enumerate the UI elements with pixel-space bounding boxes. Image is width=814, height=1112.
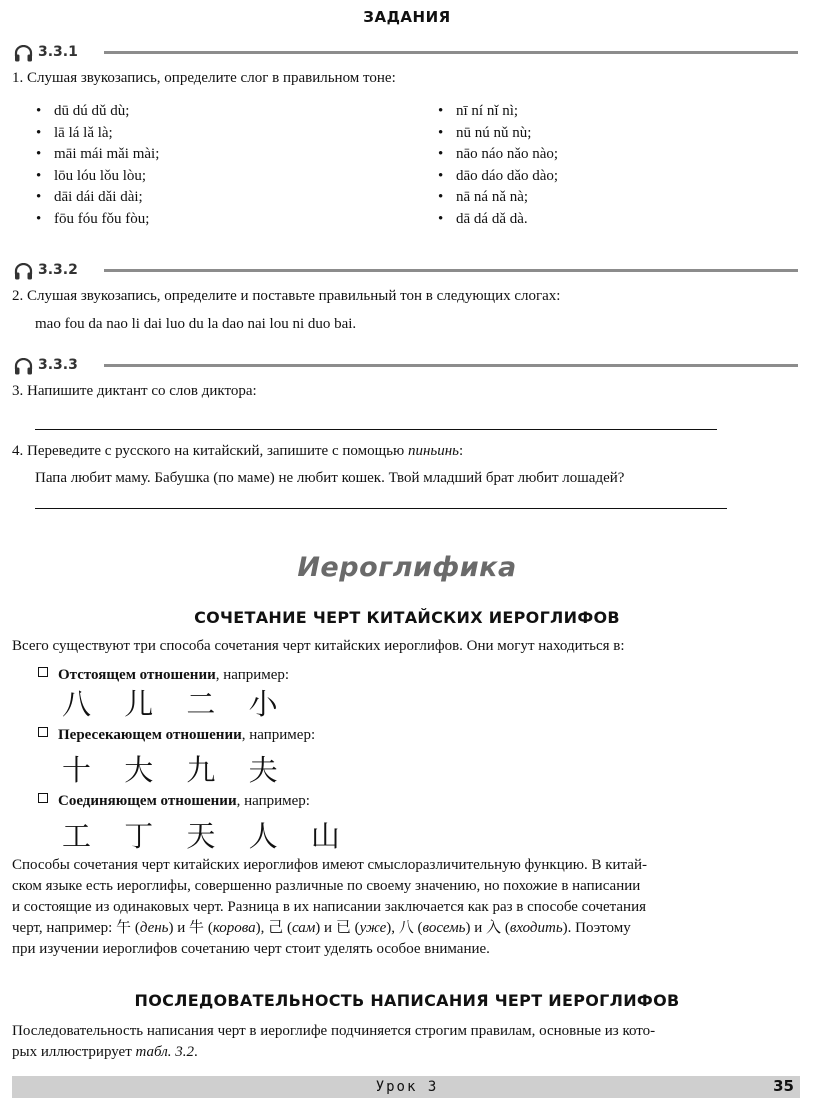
paragraph-line: Последовательность написания черт в иероглифе подчиняется строгим правилам, основные из кото- <box>12 1023 656 1039</box>
section-number: 3.3.2 <box>38 262 78 278</box>
char: 入 <box>486 920 502 936</box>
char: 已 <box>335 920 351 936</box>
checkbox-item <box>38 793 310 810</box>
list-item: • dāi dái dǎi dài; <box>32 187 159 209</box>
task-1-left-list <box>32 101 159 230</box>
meaning: сам <box>291 920 316 936</box>
task-4-emph: пиньинь <box>407 443 459 459</box>
section-header-3-3-1 <box>12 42 798 64</box>
text: . <box>194 1044 198 1060</box>
checkbox-square <box>38 727 48 737</box>
item-bold: Соединяющем отношении <box>58 793 237 809</box>
text: . Поэтому <box>567 920 631 936</box>
task-2-text: 2. Слушая звукозапись, определите и поставьте правильный тон в следующих слогах: <box>12 288 561 304</box>
list-item: • nā ná nǎ nà; <box>434 187 558 209</box>
section-heading: СОЧЕТАНИЕ ЧЕРТ КИТАЙСКИХ ИЕРОГЛИФОВ <box>194 608 620 627</box>
section-heading: ПОСЛЕДОВАТЕЛЬНОСТЬ НАПИСАНИЯ ЧЕРТ ИЕРОГЛИФОВ <box>134 991 680 1010</box>
headphones-icon <box>14 358 33 375</box>
list-item: • nī ní nǐ nì; <box>434 101 558 123</box>
task-4-prefix: 4. Переведите с русского на китайский, запишите с помощью <box>12 443 408 459</box>
char: 八 <box>398 920 414 936</box>
meaning: день <box>139 920 169 936</box>
list-item: • dāo dáo dǎo dào; <box>434 166 558 188</box>
section-rule <box>104 269 798 272</box>
meaning: корова <box>212 920 256 936</box>
list-item: • dū dú dǔ dù; <box>32 101 159 123</box>
paragraph <box>12 1021 798 1063</box>
headphones-icon <box>14 263 33 280</box>
table-ref: табл. 3.2 <box>135 1044 195 1060</box>
paragraph-line: Способы сочетания черт китайских иероглифов имеют смыслоразличительную функцию. В китай- <box>12 857 647 873</box>
item-rest: , например: <box>236 793 310 809</box>
char-examples: 工 丁 天 人 山 <box>62 819 352 853</box>
list-item: • māi mái mǎi mài; <box>32 144 159 166</box>
list-item: • nāo náo nǎo nào; <box>434 144 558 166</box>
paragraph-line: при изучении иероглифов сочетанию черт стоит уделять особое внимание. <box>12 941 490 957</box>
task-1-text: 1. Слушая звукозапись, определите слог в правильном тоне: <box>12 70 396 86</box>
list-item: • fōu fóu fǒu fòu; <box>32 209 159 231</box>
list-item: • nū nú nǔ nù; <box>434 123 558 145</box>
headphones-icon <box>14 45 33 62</box>
section-rule <box>104 364 798 367</box>
checkbox-item <box>38 727 315 744</box>
answer-line <box>35 508 727 509</box>
paragraph-line-examples: черт, например: 午 (день) и 牛 (корова), 己 (сам) и 已 (уже), 八 (восемь) и 入 (входить). Поэтому <box>12 920 631 936</box>
paragraph <box>12 855 798 960</box>
section-number: 3.3.1 <box>38 44 78 60</box>
list-item: • lā lá lǎ là; <box>32 123 159 145</box>
char: 己 <box>268 920 284 936</box>
item-bold: Пересекающем отношении <box>58 727 242 743</box>
page-number: 35 <box>773 1077 794 1095</box>
paragraph-line: и состоящие из одинаковых черт. Разница в их написании заключается как раз в способе сочетания <box>12 899 646 915</box>
text: рых иллюстрирует <box>12 1044 136 1060</box>
footer-lesson: Урок 3 <box>375 1079 439 1095</box>
list-item: • dā dá dǎ dà. <box>434 209 558 231</box>
text: черт, например: <box>12 920 117 936</box>
char-examples: 十 大 九 夫 <box>62 753 290 787</box>
task-4-sentences: Папа любит маму. Бабушка (по маме) не любит кошек. Твой младший брат любит лошадей? <box>35 470 625 486</box>
section-number: 3.3.3 <box>38 357 78 373</box>
task-4-suffix: : <box>459 443 464 459</box>
chapter-title: Иероглифика <box>297 552 517 583</box>
task-1-right-list <box>434 101 558 230</box>
char: 牛 <box>189 920 205 936</box>
char: 午 <box>116 920 132 936</box>
meaning: входить <box>509 920 563 936</box>
paragraph-line: ском языке есть иероглифы, совершенно различные по своему значению, но похожие в написании <box>12 878 641 894</box>
meaning: восемь <box>422 920 466 936</box>
task-3-text: 3. Напишите диктант со слов диктора: <box>12 383 257 399</box>
checkbox-square <box>38 667 48 677</box>
answer-line <box>35 429 717 430</box>
char-examples: 八 儿 二 小 <box>62 687 290 721</box>
task-2-syllables: mao fou da nao li dai luo du la dao nai lou ni duo bai. <box>35 316 357 332</box>
section-rule <box>104 51 798 54</box>
task-4-text <box>12 443 463 460</box>
meaning: уже <box>359 920 387 936</box>
item-rest: , например: <box>241 727 316 743</box>
item-bold: Отстоящем отношении <box>58 667 216 683</box>
paragraph: Всего существуют три способа сочетания черт китайских иероглифов. Они могут находиться в: <box>12 638 625 654</box>
section-header-3-3-3 <box>12 355 798 377</box>
paragraph-line <box>12 1042 798 1063</box>
item-rest: , например: <box>215 667 290 683</box>
section-header-3-3-2 <box>12 260 798 282</box>
list-item: • lōu lóu lǒu lòu; <box>32 166 159 188</box>
page-heading: ЗАДАНИЯ <box>363 8 451 26</box>
checkbox-square <box>38 793 48 803</box>
